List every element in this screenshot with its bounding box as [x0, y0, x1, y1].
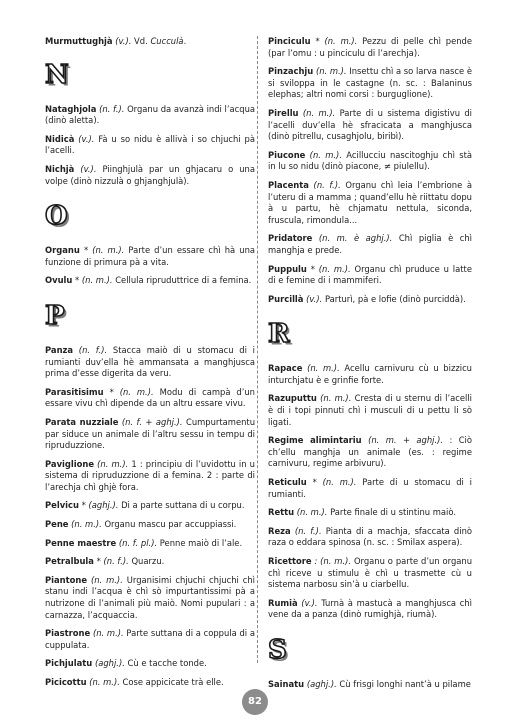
- dictionary-entry: [45, 500, 255, 512]
- entry-definition: Parte di u sistema digistivu di l’acelli duv’ella hè sfracicata a manghjusca (dinò pitrellu, cusaghjolu, biribì).: [268, 107, 473, 142]
- dictionary-entry: [268, 36, 472, 59]
- dictionary-entry: [268, 264, 472, 287]
- dictionary-entry: [268, 526, 472, 549]
- entry-headword: Piantone: [45, 574, 88, 585]
- entries-p: [45, 345, 255, 689]
- entry-grammar: * (n. m.).: [75, 275, 113, 286]
- entry-definition: Acellu carnivuru cù u bizzicu inturchjatu è e grinfie forte.: [268, 363, 472, 385]
- entry-headword: Puppulu: [268, 263, 307, 274]
- entry-headword: Ovulu: [45, 275, 73, 286]
- entry-headword: Nataghjola: [45, 103, 97, 114]
- section-letter-s: S: [268, 634, 287, 665]
- entry-grammar: (n. f. + aghj.).: [121, 416, 183, 427]
- entry-headword: Sainatu: [268, 678, 305, 689]
- entry-headword: Placenta: [268, 179, 309, 190]
- entry-definition: Piinghjulà par un ghjacaru o una volpe (dinò nizzulà o ghjanghjulà).: [45, 163, 255, 186]
- entry-definition: Parte di u stomacu di i rumianti.: [268, 477, 473, 499]
- entry-definition: Pianta di a machja, sfaccata dinò raza o eddara spinosa (n. sc. : Smilax aspera).: [268, 525, 472, 548]
- entry-definition: Pezzu di pelle chì pende (par l’omu : u pinciculu di l’arechja).: [268, 36, 473, 58]
- entry-definition: Organu mascu par accuppiassi.: [101, 519, 237, 530]
- section-letter-p: P: [45, 300, 65, 331]
- entries-p-continued: [268, 36, 472, 305]
- entry-definition: Penne maiò di l’ale.: [157, 537, 243, 548]
- entry-headword: Rumià: [268, 597, 298, 608]
- entry-definition: Organu da avanzà indi l’acqua (dinò aletta).: [45, 103, 256, 126]
- entry-grammar: * (aghj.).: [81, 500, 119, 511]
- entry-headword: Nichjà: [45, 163, 75, 174]
- dictionary-entry: [45, 275, 255, 287]
- entries-r: [268, 363, 472, 621]
- dictionary-entry: [45, 345, 255, 380]
- entry-definition: Parte d’un essare chì hà una funzione di primura pà a vita.: [45, 245, 256, 267]
- entry-headword: Nidicà: [45, 133, 75, 144]
- entry-grammar: (n. f.).: [78, 344, 108, 355]
- dictionary-entry: [268, 150, 472, 173]
- dictionary-entry: [268, 598, 472, 621]
- entries-n: [45, 104, 255, 188]
- entry-headword: Pridatore: [268, 233, 313, 244]
- entry-definition: Urganisimi chjuchi chjuchi chì stanu indi l’acqua è chì sò impurtantissimi pà a nutrizone di l’animali più maiò. Nomi pupulari : a carnazza, l’acquaccia.: [45, 574, 255, 620]
- entries-o: [45, 245, 255, 287]
- entry-grammar: (n. m. è aghj.).: [318, 233, 393, 244]
- entry-grammar: (n. m. + aghj.).: [368, 435, 444, 446]
- entry-headword: Pirellu: [268, 107, 299, 118]
- entry-grammar: * (n. m.).: [310, 263, 351, 274]
- entry-definition: Organu o parte d’un organu chì riceve u stimulu è chì u trasmette cù u sistema narbosu sin’à u ciarbellu.: [268, 556, 473, 590]
- entry-definition: Cù frisgi longhi nant’à u pilame: [336, 678, 471, 689]
- right-column: [268, 36, 472, 698]
- dictionary-entry: [45, 628, 255, 651]
- entry-grammar: * (n. m.).: [315, 36, 358, 46]
- entry-headword: Pinciculu: [268, 36, 311, 46]
- entry-grammar: (n. m.).: [320, 393, 352, 404]
- entry-grammar: (n. f.).: [313, 179, 341, 190]
- entry-grammar: (aghj.).: [94, 658, 125, 669]
- entry-headword: Piastrone: [45, 628, 91, 639]
- entry-headword: Razuputtu: [268, 393, 317, 404]
- entry-grammar: (n. f.).: [294, 525, 322, 536]
- entry-definition: Organu chì leia l’embrione à l’uteru di a mamma ; quand’ellu hè riittatu dopu à u partu, hè chjamatu nettula, siconda, fruscula, rimondula...: [268, 179, 473, 225]
- dictionary-entry: [45, 556, 255, 568]
- entry-headword: Reza: [268, 525, 291, 536]
- entry-definition: Turnà à mastucà a manghjusca chì vene da a panza (dinò rumighjà, riumà).: [268, 597, 472, 620]
- entry-definition: Cù e tacche tonde.: [124, 658, 207, 669]
- dictionary-entry: [268, 393, 472, 428]
- dictionary-entry: [268, 233, 472, 256]
- entry-headword: Pichjulatu: [45, 658, 93, 669]
- dictionary-entry: [45, 164, 255, 187]
- entry-grammar: (n. m.).: [92, 628, 124, 639]
- entry-headword: Petralbula: [45, 556, 94, 567]
- entry-grammar: * (n. m.).: [83, 245, 125, 256]
- entry-definition: Cellula ripruduttrice di a femina.: [112, 275, 252, 286]
- dictionary-entry: [45, 658, 255, 670]
- entry-grammar: (n. m.).: [71, 519, 102, 530]
- column-divider: [257, 36, 258, 663]
- section-letter-n: N: [45, 59, 69, 90]
- entry-definition: Organu chì pruduce u latte di e femine di i mammiferi.: [268, 263, 472, 286]
- entry-grammar: (n. m.).: [97, 458, 129, 469]
- dictionary-entry: [268, 66, 472, 101]
- entry-grammar: * (n. m.).: [312, 477, 357, 488]
- entry-headword: Pinzachju: [268, 66, 314, 77]
- dictionary-entry: [45, 575, 255, 621]
- entry-headword: Pene: [45, 519, 69, 530]
- entry-grammar: (v.).: [78, 133, 95, 144]
- dictionary-entry: [45, 677, 255, 689]
- dictionary-entry: [268, 507, 472, 519]
- entry-grammar: (v.).: [306, 293, 323, 304]
- entry-headword: Parasitisimu: [45, 386, 104, 397]
- entry-headword: Pelvicu: [45, 500, 79, 511]
- dictionary-entry: [268, 679, 472, 691]
- entry-definition: Cose appicicate trà elle.: [119, 677, 224, 687]
- entry-definition: Quarzu.: [128, 556, 165, 567]
- entry-definition: 1 : principiu di l’uvidottu in u sistema di ripruduzzione di a femina. 2 : parte di l’arechja chì ghjè fora.: [45, 458, 255, 492]
- entry-headword: Rapace: [268, 363, 303, 374]
- entry-headword: Rettu: [268, 507, 295, 518]
- entry-definition: : Ciò ch’ellu manghja un animale (es. : regime carnivuru, regime arbivuru).: [268, 435, 472, 469]
- entry-grammar: (n. m.).: [315, 66, 347, 77]
- entry-headword: Piucone: [268, 149, 306, 160]
- dictionary-entry: [268, 435, 472, 470]
- entry-definition: Modu di campà d’un essare vivu chì dipende da un altru essare vivu.: [45, 386, 255, 409]
- entry-grammar: : (n. m.).: [314, 556, 352, 566]
- entry-definition: Parturì, pà e lofie (dinò purciddà).: [322, 293, 466, 304]
- entry-definition: Parte suttana di a coppula di a cuppulata.: [45, 628, 256, 650]
- entry-grammar: (n. m.).: [302, 107, 336, 118]
- section-letter-o: O: [45, 201, 68, 232]
- dictionary-entry: [45, 538, 255, 550]
- dictionary-entry: [268, 477, 472, 500]
- entry-grammar: (n. m.).: [89, 677, 120, 687]
- entry-grammar: * (n. f.).: [96, 556, 129, 567]
- entry-grammar: (aghj.).: [306, 678, 337, 689]
- entry-definition: Cumpurtamentu par siduce un animale di l’altru sessu in tempu di ripruduzzione.: [45, 416, 255, 451]
- entry-headword: Reticulu: [268, 477, 307, 488]
- dictionary-entry: [268, 556, 472, 591]
- entry-grammar: (n. f.).: [99, 103, 125, 114]
- entry-grammar: * (n. m.).: [109, 386, 154, 397]
- entry-definition: Parte finale di u stintinu maiò.: [327, 507, 457, 518]
- entry-definition: Chì piglia è chì manghja e prede.: [268, 233, 472, 255]
- dictionary-entry: [268, 108, 472, 143]
- entry-headword: Picicottu: [45, 677, 87, 687]
- page-number: 82: [242, 689, 268, 715]
- entry-headword: Panza: [45, 344, 74, 355]
- left-column: [45, 36, 255, 696]
- entry-headword: Penne maestre: [45, 537, 117, 548]
- entry-grammar: (n. m.).: [309, 149, 342, 160]
- entry-headword: Ricettore: [268, 556, 312, 566]
- dictionary-entry: [45, 417, 255, 452]
- dictionary-entry: [268, 180, 472, 226]
- dictionary-entry: [45, 459, 255, 494]
- entry-definition: Insettu chì a so larva nasce è si sviloppa in le castagne (n. sc. : Balaninus elephas; altri nomi corsi : burguglione).: [268, 66, 472, 100]
- dictionary-entry: Murmuttughjà (v.). Vd. Cucculà.: [45, 36, 187, 46]
- entry-headword: Organu: [45, 245, 80, 256]
- dictionary-entry: [268, 294, 472, 306]
- dictionary-entry: [45, 519, 255, 531]
- entries-s: [268, 679, 472, 691]
- section-letter-r: R: [268, 319, 290, 350]
- entry-definition: Di a parte suttana di u corpu.: [118, 500, 245, 511]
- entry-definition: Cresta di u sternu di l’acelli è di i topi pinnuti chì i musculi di u pettu li sò ligati.: [268, 393, 472, 427]
- entry-grammar: (n. m.).: [296, 507, 328, 518]
- entry-grammar: (n. m.).: [307, 363, 340, 374]
- dictionary-entry: [45, 245, 255, 268]
- entry-headword: Purcillà: [268, 293, 304, 304]
- dictionary-entry: [268, 363, 472, 386]
- entry-definition: Acillucciu nascitoghju chì stà in lu so nidu (dinò piacone, ≠ piulellu).: [268, 149, 472, 172]
- entry-headword: Parata nuzziale: [45, 416, 119, 427]
- entry-grammar: (n. m.).: [90, 574, 123, 585]
- dictionary-entry: [45, 387, 255, 410]
- entry-headword: Regime alimintariu: [268, 435, 362, 446]
- dictionary-entry: [45, 134, 255, 157]
- entry-grammar: (n. f. pl.).: [118, 537, 158, 548]
- entry-grammar: (v.).: [80, 163, 97, 174]
- entry-headword: Paviglione: [45, 458, 95, 469]
- entry-definition: Fà u so nidu è allivà i so chjuchi pà l’acelli.: [45, 133, 255, 156]
- entry-grammar: (v.).: [301, 597, 318, 608]
- entry-definition: Stacca maiò di u stomacu di i rumianti duv’ella hè ammansata a manghjusca prima d’esse digerita da veru.: [45, 344, 255, 379]
- dictionary-entry: [45, 104, 255, 127]
